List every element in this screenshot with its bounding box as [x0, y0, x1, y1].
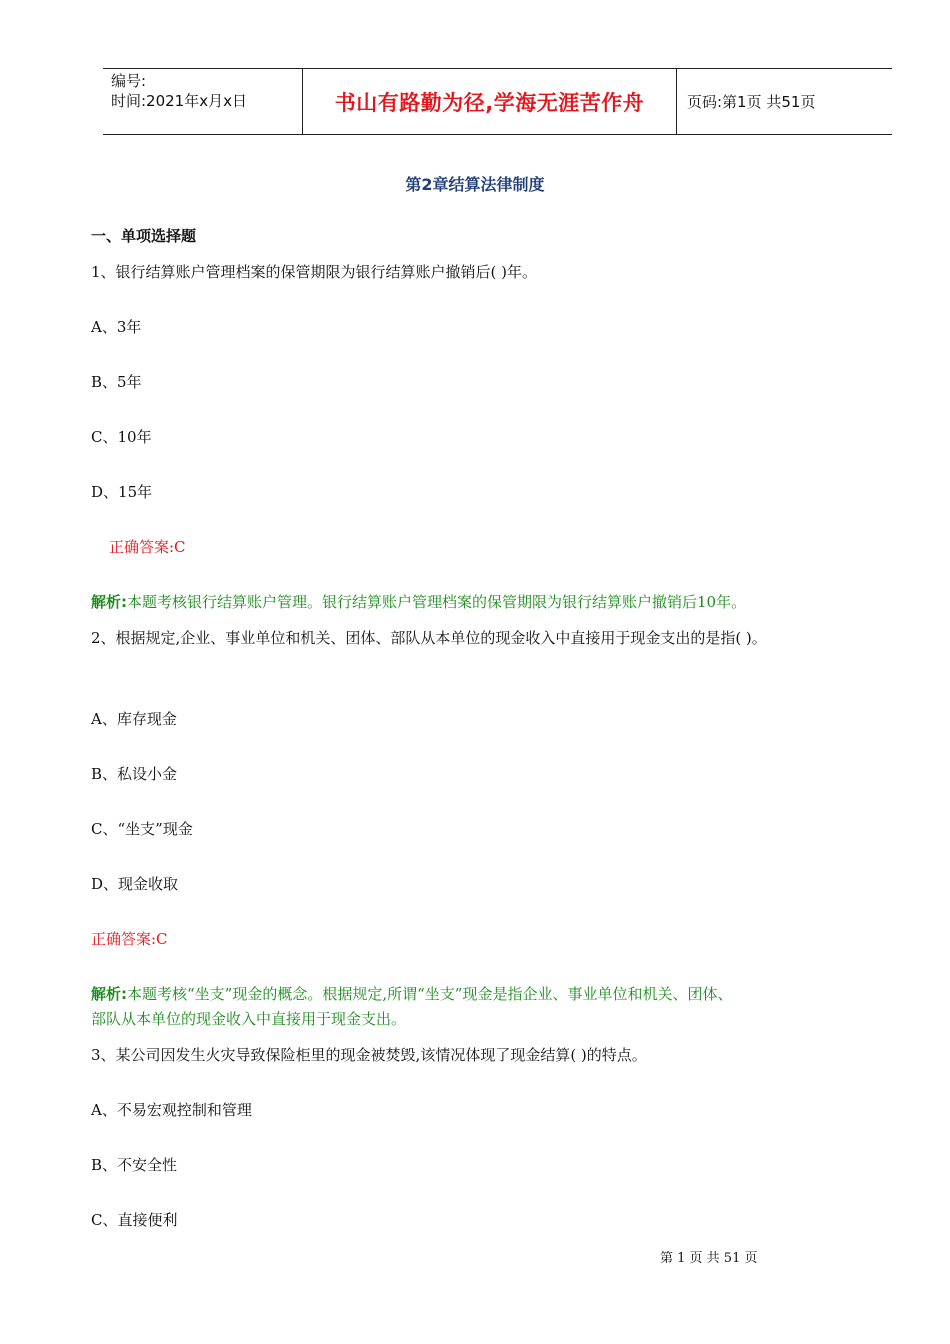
page-footer: 第 1 页 共 51 页 — [660, 1251, 758, 1266]
question-1-stem: 1、银行结算账户管理档案的保管期限为银行结算账户撤销后( )年。 — [91, 263, 538, 281]
question-1-analysis — [91, 592, 746, 612]
question-3-option-c: C、直接便利 — [91, 1211, 178, 1229]
header-page-code: 页码:第1页 共51页 — [687, 93, 816, 111]
question-2-option-d: D、现金收取 — [91, 875, 179, 893]
analysis-label: 解析: — [91, 593, 127, 611]
question-2-analysis-continued: 部队从本单位的现金收入中直接用于现金支出。 — [91, 1010, 407, 1028]
question-2-analysis — [91, 984, 732, 1004]
question-3-stem: 3、某公司因发生火灾导致保险柜里的现金被焚毁,该情况体现了现金结算( )的特点。 — [91, 1046, 647, 1064]
question-1-option-a: A、3年 — [91, 318, 142, 336]
question-3-option-b: B、不安全性 — [91, 1156, 178, 1174]
serial-label: 编号: — [111, 72, 147, 90]
question-2-option-b: B、私设小金 — [91, 765, 178, 783]
question-2-stem: 2、根据规定,企业、事业单位和机关、团体、部队从本单位的现金收入中直接用于现金支出的是指( )。 — [91, 629, 767, 647]
document-header — [103, 68, 892, 135]
question-1-option-d: D、15年 — [91, 483, 153, 501]
time-label: 时间:2021年x月x日 — [111, 92, 247, 110]
question-1-option-c: C、10年 — [91, 428, 152, 446]
section-heading: 一、单项选择题 — [91, 227, 197, 245]
question-2-option-a: A、库存现金 — [91, 710, 177, 728]
chapter-title: 第2章结算法律制度 — [405, 175, 545, 194]
question-3-option-a: A、不易宏观控制和管理 — [91, 1101, 252, 1119]
analysis-text: 本题考核“坐支”现金的概念。根据规定,所谓“坐支”现金是指企业、事业单位和机关、团体、 — [127, 985, 733, 1003]
question-2-answer: 正确答案:C — [91, 930, 168, 948]
question-1-option-b: B、5年 — [91, 373, 142, 391]
analysis-text: 本题考核银行结算账户管理。银行结算账户管理档案的保管期限为银行结算账户撤销后10年。 — [127, 593, 747, 611]
header-motto: 书山有路勤为径,学海无涯苦作舟 — [303, 69, 677, 134]
analysis-label: 解析: — [91, 985, 127, 1003]
question-2-option-c: C、“坐支”现金 — [91, 820, 193, 838]
question-1-answer: 正确答案:C — [109, 538, 186, 556]
header-meta — [103, 69, 303, 134]
